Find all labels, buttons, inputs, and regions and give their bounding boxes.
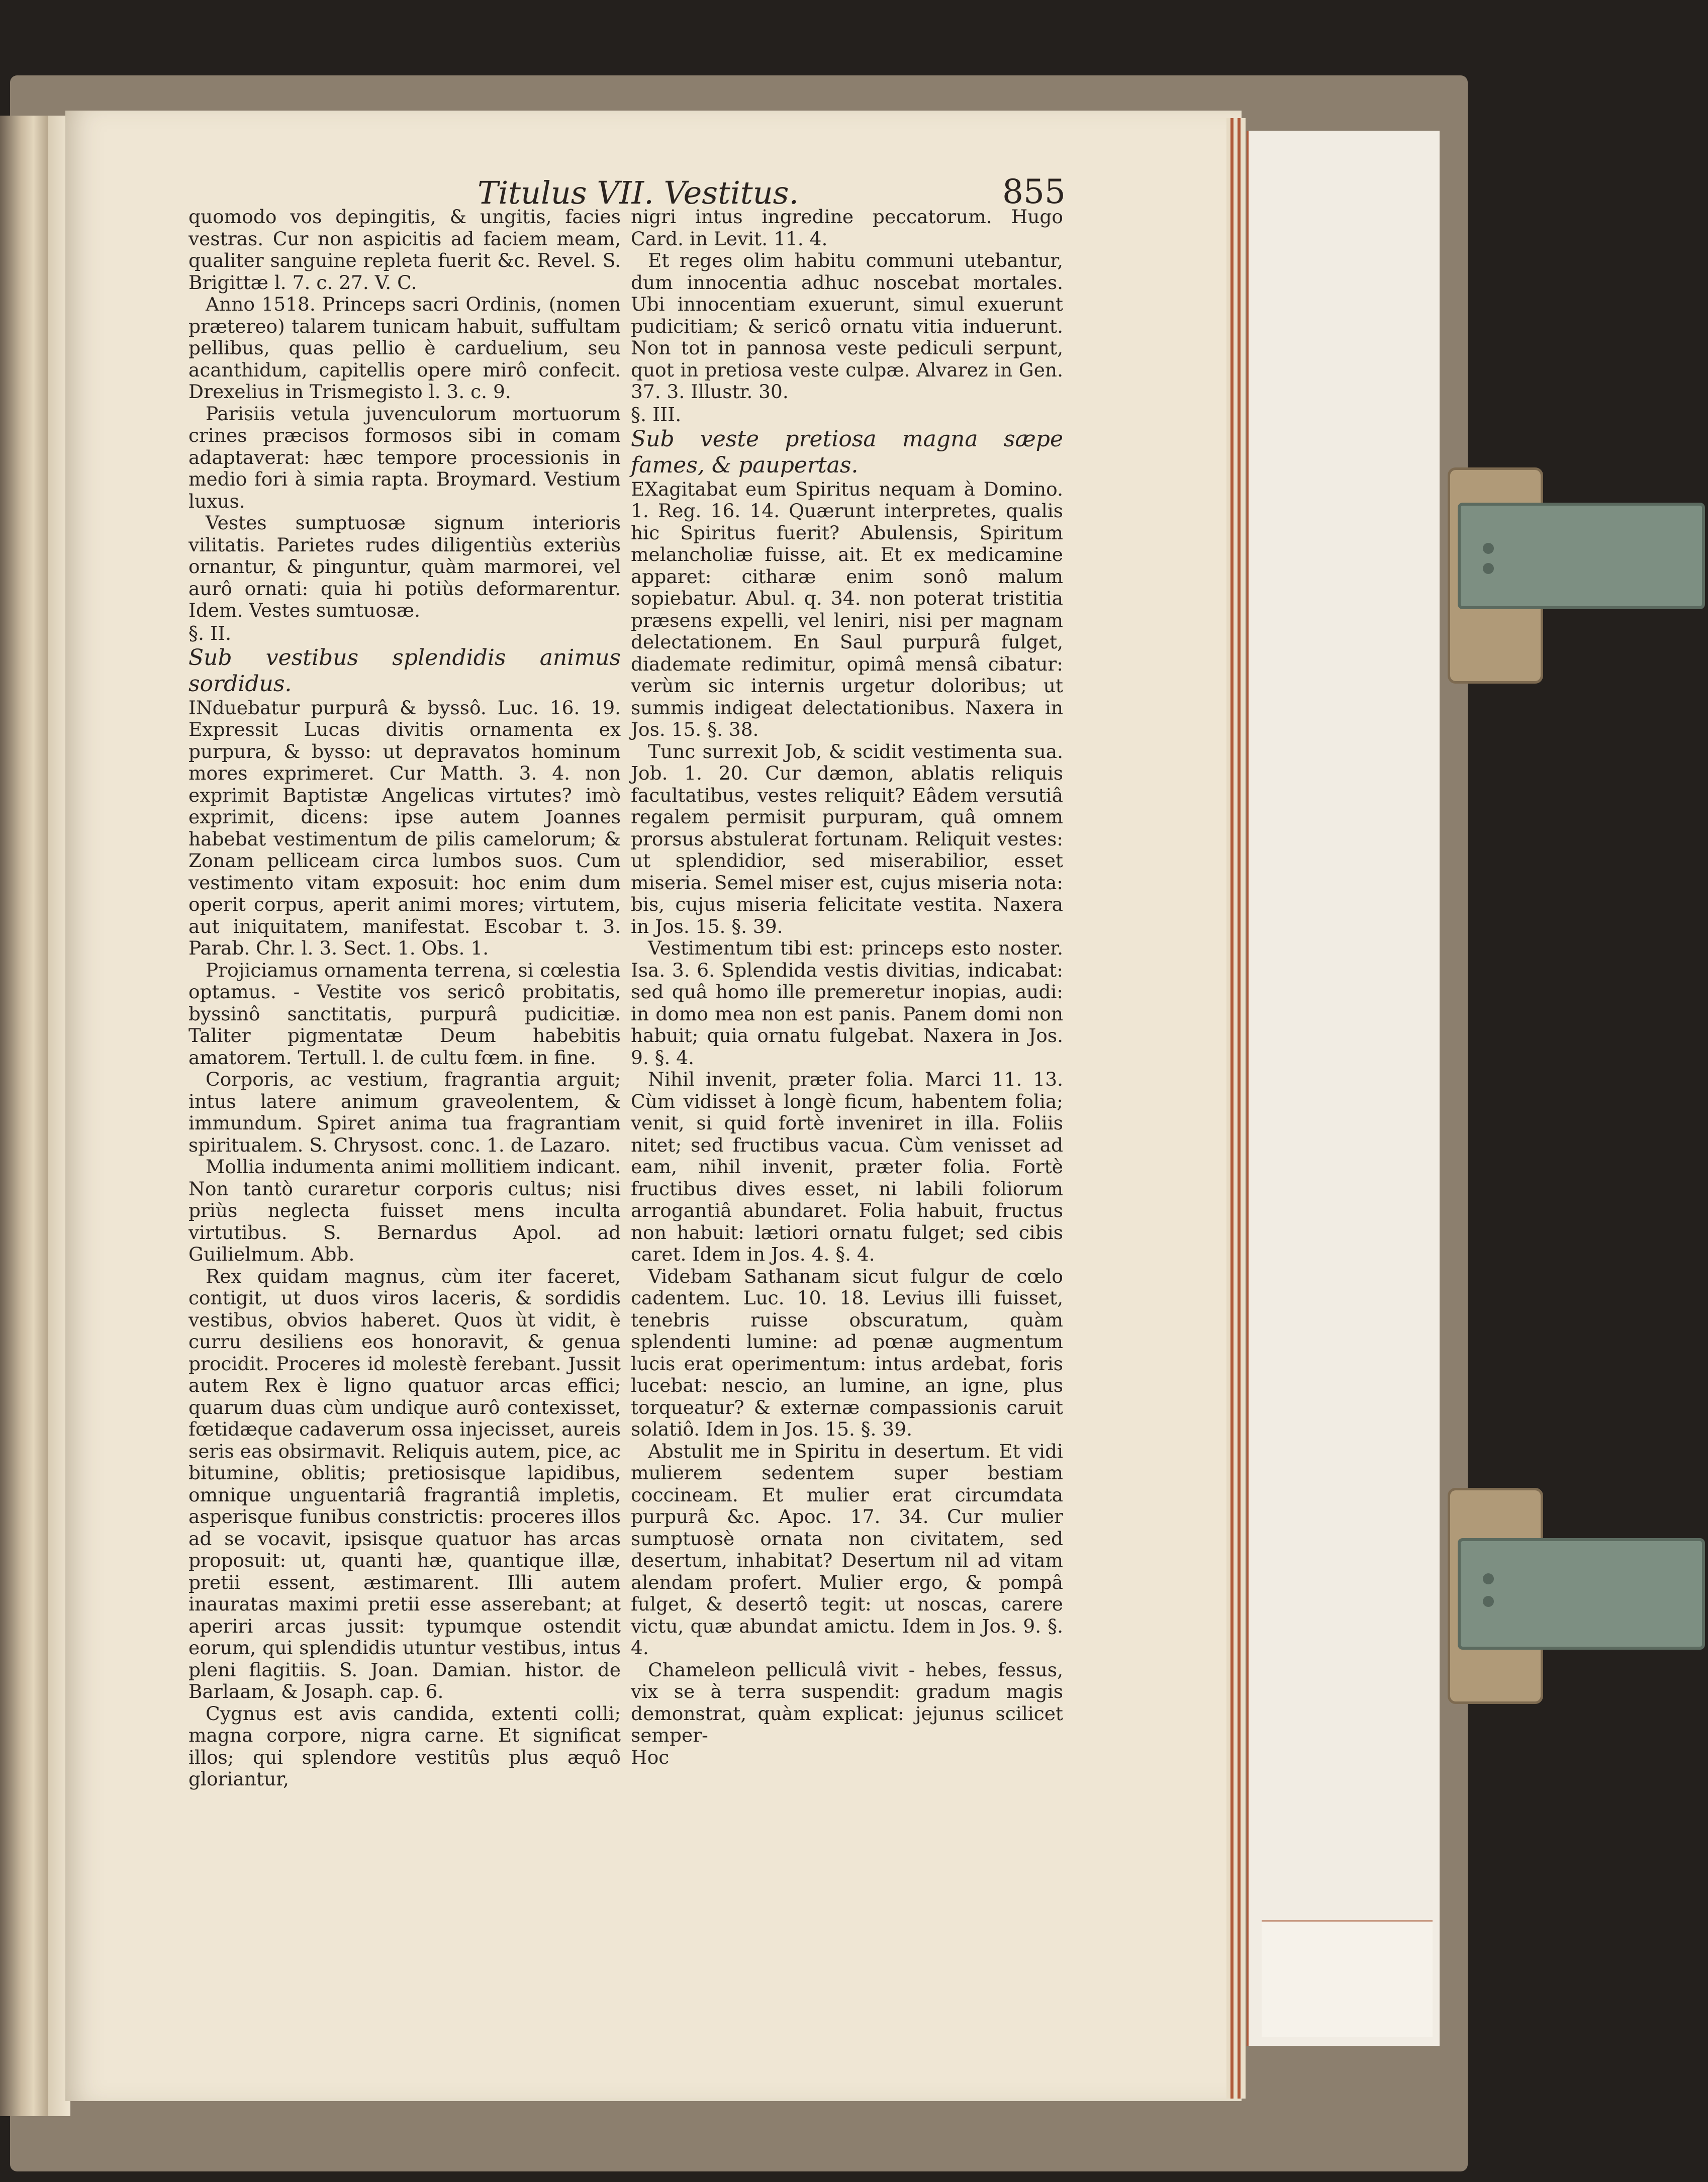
paragraph: INduebatur purpurâ & byssô. Luc. 16. 19. Expressit Lucas divitis ornamenta ex purpura, & bysso: ut depravatos hominum mores exprimeret. Cur Matth. 3. 4. non exprimit Baptistæ Angelicas virtutes? imò exprimit, dicens: ipse autem Joannes habebat vestimentum de pilis camelorum; & Zonam pelliceam circa lumbos suos. Cum vestimento vitam exposuit: hoc enim dum operit corpus, aperit animi mores; virtutem, aut iniquitatem, manifestat. Escobar t. 3. Parab. Chr. l. 3. Sect. 1. Obs. 1. bbox=[188, 696, 621, 959]
paragraph: Anno 1518. Princeps sacri Ordinis, (nomen prætereo) talarem tunicam habuit, suffultam pellibus, quas pellio è carduelium, seu acanthidum, capitellis opere mirô confecit. Drexelius in Trismegisto l. 3. c. 9. bbox=[188, 293, 621, 403]
page-fore-edge bbox=[1226, 118, 1246, 2099]
section-number: §. III. bbox=[631, 403, 682, 426]
paragraph: Projiciamus ornamenta terrena, si cœlestia optamus. - Vestite vos sericô probitatis, byssinô sanctitatis, purpurâ pudicitiæ. Taliter pigmentatæ Deum habebitis amatorem. Tertull. l. de cultu fœm. in fine. bbox=[188, 959, 621, 1069]
end-paper-fold bbox=[1262, 1920, 1433, 2037]
paragraph: Abstulit me in Spiritu in desertum. Et vidi mulierem sedentem super bestiam coccineam. Et mulier erat circumdata purpurâ &c. Apoc. 17. 34. Cur mulier sumptuosè ornata non civitatem, sed desertum, inhabitat? Desertum nil ad vitam alendam profert. Mulier ergo, & pompâ fulget, & desertô tegit: ut noscas, carere victu, quæ abundat amictu. Idem in Jos. 9. §. 4. bbox=[631, 1440, 1063, 1659]
paragraph: Videbam Sathanam sicut fulgur de cœlo cadentem. Luc. 10. 18. Levius illi fuisset, tenebris ruisse obscuratum, quàm splendenti lumine: ad pœnæ augmentum lucis erat operimentum: intus ardebat, foris lucebat: nescio, an lumine, an igne, plus torqueatur? & externæ compassionis caruit solatiô. Idem in Jos. 15. §. 39. bbox=[631, 1265, 1063, 1440]
end-paper bbox=[1247, 131, 1440, 2046]
left-column bbox=[188, 206, 621, 1790]
paragraph: EXagitabat eum Spiritus nequam à Domino. 1. Reg. 16. 14. Quærunt interpretes, qualis hic Spiritus fuerit? Abulensis, Spiritum melancholiæ fuisse, ait. Et ex medicamine apparet: citharæ enim sonô malum sopiebatur. Abul. q. 34. non poterat tristitia præsens expelli, vel leniri, nisi per magnam delectationem. En Saul purpurâ fulget, diademate redimitur, opimâ mensâ cibatur: verùm sic internis urgetur doloribus; ut summis indigeat delectationibus. Naxera in Jos. 15. §. 38. bbox=[631, 478, 1063, 740]
paragraph: Et reges olim habitu communi utebantur, dum innocentia adhuc noscebat mortales. Ubi innocentiam exuerunt, simul exuerunt pudicitiam; & sericô ornatu vitia induerunt. Non tot in pannosa veste pediculi serpunt, quot in pretiosa veste culpæ. Alvarez in Gen. 37. 3. Illustr. 30. bbox=[631, 249, 1063, 403]
page-number: 855 bbox=[1002, 172, 1066, 211]
clasp-rivet bbox=[1483, 563, 1494, 574]
paragraph: Cygnus est avis candida, extenti colli; magna corpore, nigra carne. Et significat illos; qui splendore vestitûs plus æquô gloriantur, bbox=[188, 1702, 621, 1790]
running-title: Titulus VII. Vestitus. bbox=[478, 174, 799, 211]
section-heading: Sub vestibus splendidis animus sordidus. bbox=[188, 644, 621, 697]
clasp-strap-upper[interactable] bbox=[1458, 503, 1705, 609]
paragraph: Mollia indumenta animi mollitiem indicant. Non tantò curaretur corporis cultus; nisi priùs neglecta fuisset mens inculta virtutibus. S. Bernardus Apol. ad Guilielmum. Abb. bbox=[188, 1156, 621, 1265]
clasp-rivet bbox=[1483, 1573, 1494, 1584]
clasp-strap-lower[interactable] bbox=[1458, 1538, 1705, 1650]
book-spine bbox=[0, 116, 48, 2116]
paragraph: Vestes sumptuosæ signum interioris vilitatis. Parietes rudes diligentiùs exteriùs ornantur, & pinguntur, quàm marmorei, vel aurô ornati: quia hi potiùs deformarentur. Idem. Vestes sumtuosæ. bbox=[188, 512, 621, 621]
paragraph: Rex quidam magnus, cùm iter faceret, contigit, ut duos viros laceris, & sordidis vestibus, obvios haberet. Quos ùt vidit, è curru desiliens eos honoravit, & genua procidit. Proceres id molestè ferebant. Jussit autem Rex è ligno quatuor arcas effici; quarum duas cùm undique aurô contexisset, fœtidæque cadaverum ossa injecisset, aureis seris eas obsirmavit. Reliquis autem, pice, ac bitumine, oblitis; pretiosisque lapidibus, omnique unguentariâ fragrantiâ impletis, asperisque funibus constrictis: proceres illos ad se vocavit, ipsisque quatuor has arcas proposuit: ut, quanti hæ, quantique illæ, pretii essent, æstimarent. Illi autem inauratas maximi pretii esse asserebant; at aperiri arcas jussit: typumque ostendit eorum, qui splendidis utuntur vestibus, intus pleni flagitiis. S. Joan. Damian. histor. de Barlaam, & Josaph. cap. 6. bbox=[188, 1265, 621, 1702]
clasp-rivet bbox=[1483, 543, 1494, 554]
paragraph: Parisiis vetula juvenculorum mortuorum crines præcisos formosos sibi in comam adaptaverat: hæc tempore processionis in medio fori à simia rapta. Broymard. Vestium luxus. bbox=[188, 402, 621, 512]
paragraph: Corporis, ac vestium, fragrantia arguit; intus latere animum graveolentem, & immundum. Spiret anima tua fragrantiam spiritualem. S. Chrysost. conc. 1. de Lazaro. bbox=[188, 1068, 621, 1156]
clasp-rivet bbox=[1483, 1596, 1494, 1607]
paragraph: Nihil invenit, præter folia. Marci 11. 13. Cùm vidisset à longè ficum, habentem folia; venit, si quid fortè inveniret in illa. Foliis nitet; sed fructibus vacua. Cùm venisset ad eam, nihil invenit, præter folia. Fortè fructibus dives esset, ni labili foliorum arrogantiâ abundaret. Folia habuit, fructus non habuit: lætiori ornatu fulget; sed cibis caret. Idem in Jos. 4. §. 4. bbox=[631, 1068, 1063, 1265]
paragraph: nigri intus ingredine peccatorum. Hugo Card. in Levit. 11. 4. bbox=[631, 206, 1063, 250]
paragraph: Tunc surrexit Job, & scidit vestimenta sua. Job. 1. 20. Cur dæmon, ablatis reliquis facultatibus, vestes reliquit? Eâdem versutiâ regalem permisit purpuram, quâ omnem prorsus abstulerat fortunam. Reliquit vestes: ut splendidior, sed miserabilior, esset miseria. Semel miser est, cujus miseria nota: bis, cujus miseria felicitate vestita. Naxera in Jos. 15. §. 39. bbox=[631, 740, 1063, 937]
section-heading: Sub veste pretiosa magna sæpe fames, & paupertas. bbox=[631, 426, 1063, 478]
right-column bbox=[631, 206, 1063, 1768]
paragraph: Chameleon pelliculâ vivit - hebes, fessus, vix se à terra suspendit: gradum magis demonstrat, quàm explicat: jejunus scilicet semper- bbox=[631, 1658, 1063, 1746]
running-header bbox=[478, 166, 1066, 211]
paragraph: quomodo vos depingitis, & ungitis, facies vestras. Cur non aspicitis ad faciem meam, qualiter sanguine repleta fuerit &c. Revel. S. Brigittæ l. 7. c. 27. V. C. bbox=[188, 206, 621, 294]
paragraph: Vestimentum tibi est: princeps esto noster. Isa. 3. 6. Splendida vestis divitias, indicabat: sed quâ homo ille premeretur inopias, audi: in domo mea non est panis. Panem domi non habuit; quia ornatu fulgebat. Naxera in Jos. 9. §. 4. bbox=[631, 937, 1063, 1069]
section-number: §. II. bbox=[188, 622, 232, 644]
catchword: Hoc bbox=[631, 1746, 670, 1768]
